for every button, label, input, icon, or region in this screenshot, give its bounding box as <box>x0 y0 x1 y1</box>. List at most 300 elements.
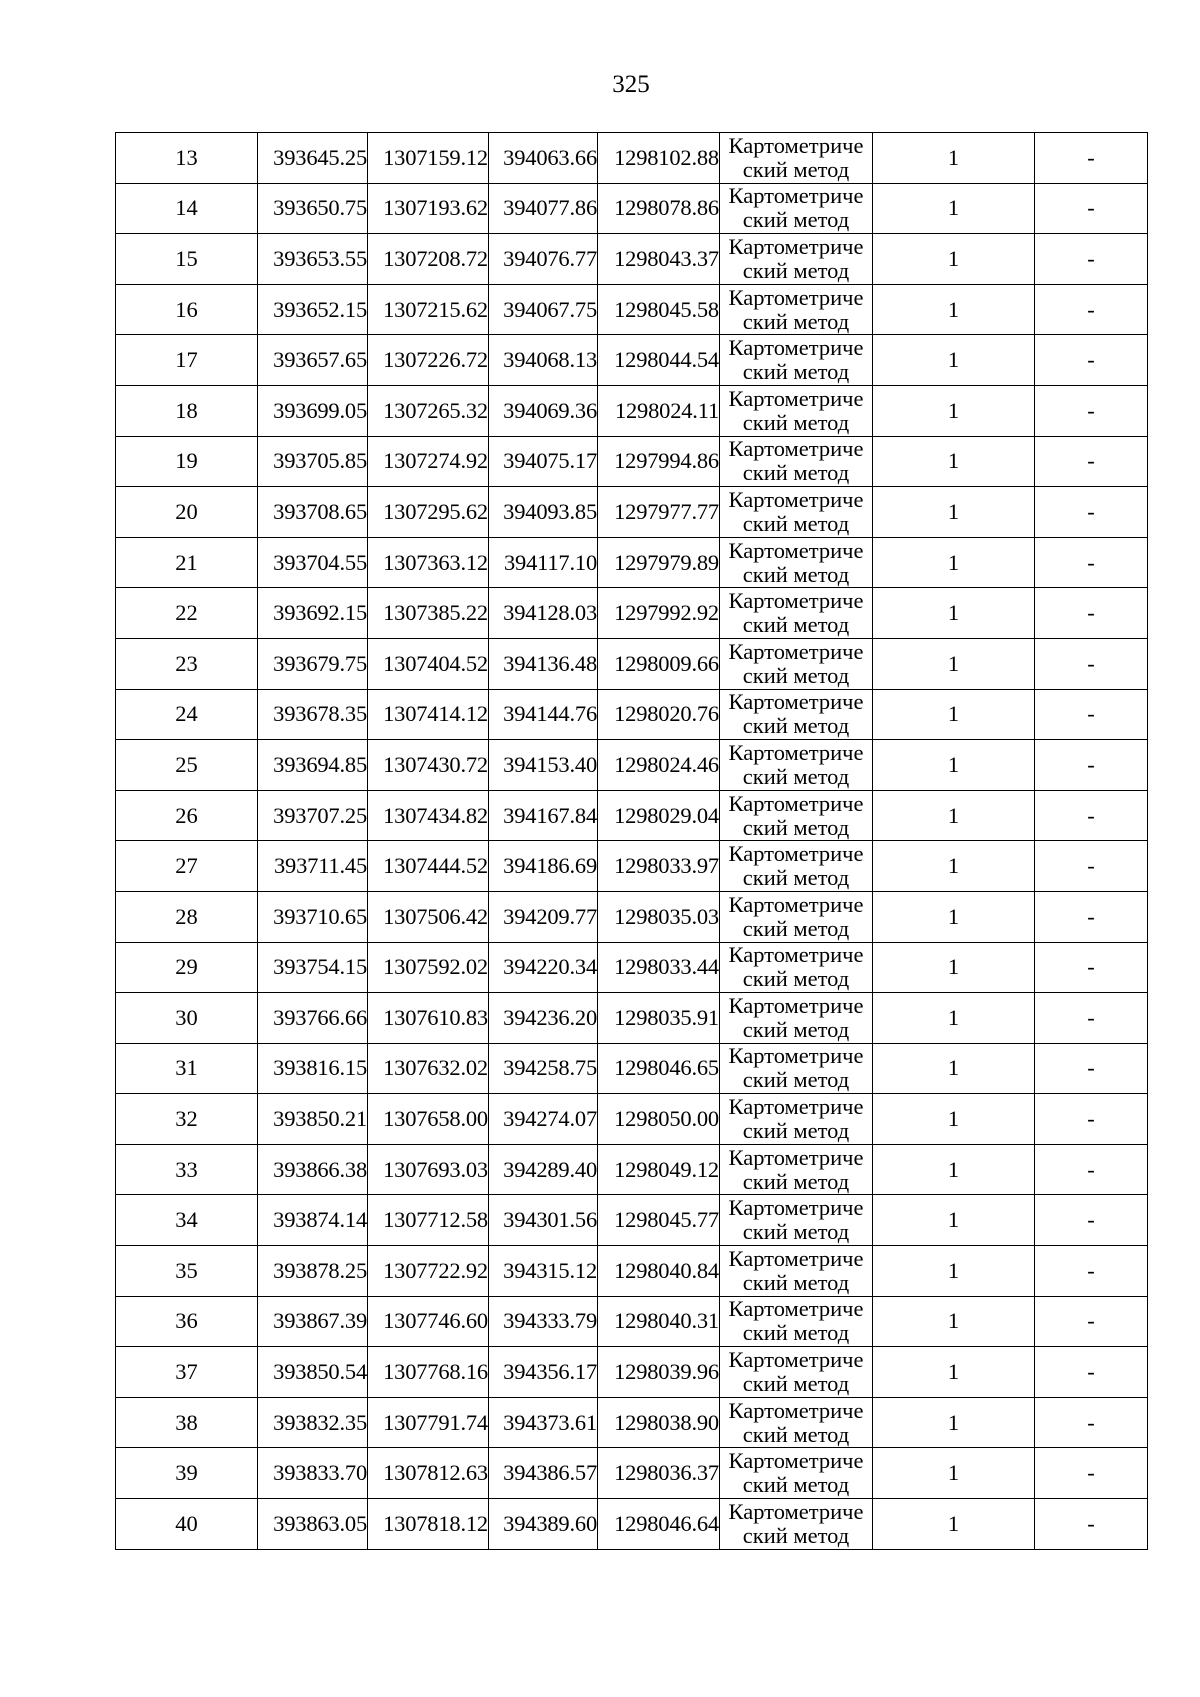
method-cell <box>720 740 873 791</box>
point-number-cell: 31 <box>116 1043 258 1094</box>
note-cell: - <box>1035 638 1148 689</box>
y2-coordinate-cell: 1298024.11 <box>598 385 720 436</box>
y2-coordinate-cell: 1297979.89 <box>598 537 720 588</box>
method-cell <box>720 1448 873 1499</box>
method-cell <box>720 1347 873 1398</box>
y1-coordinate-cell: 1307610.83 <box>368 993 489 1044</box>
method-label-line2: ский метод <box>742 308 850 334</box>
note-cell: - <box>1035 183 1148 234</box>
note-cell: - <box>1035 1347 1148 1398</box>
method-label-line1: Картометриче <box>728 689 864 715</box>
method-label-line2: ский метод <box>742 1522 850 1548</box>
method-label-line1: Картометриче <box>728 385 864 411</box>
x1-coordinate-cell: 393766.66 <box>258 993 368 1044</box>
note-cell: - <box>1035 942 1148 993</box>
x2-coordinate-cell: 394386.57 <box>489 1448 598 1499</box>
x2-coordinate-cell: 394236.20 <box>489 993 598 1044</box>
point-number-cell: 26 <box>116 790 258 841</box>
method-label-line2: ский метод <box>742 1168 850 1194</box>
point-number-cell: 29 <box>116 942 258 993</box>
y1-coordinate-cell: 1307818.12 <box>368 1499 489 1550</box>
y1-coordinate-cell: 1307385.22 <box>368 588 489 639</box>
method-label-line2: ский метод <box>742 1118 850 1144</box>
x1-coordinate-cell: 393878.25 <box>258 1246 368 1297</box>
point-number-cell: 27 <box>116 841 258 892</box>
point-number-cell: 32 <box>116 1094 258 1145</box>
y2-coordinate-cell: 1298029.04 <box>598 790 720 841</box>
point-number-cell: 20 <box>116 487 258 538</box>
x2-coordinate-cell: 394274.07 <box>489 1094 598 1145</box>
method-label-line2: ский метод <box>742 1320 850 1346</box>
accuracy-cell: 1 <box>873 689 1035 740</box>
method-label-line1: Картометриче <box>728 132 864 158</box>
note-cell: - <box>1035 689 1148 740</box>
y1-coordinate-cell: 1307434.82 <box>368 790 489 841</box>
table-row <box>116 284 1148 335</box>
note-cell: - <box>1035 1144 1148 1195</box>
method-label-line2: ский метод <box>742 966 850 992</box>
point-number-cell: 38 <box>116 1397 258 1448</box>
x1-coordinate-cell: 393705.85 <box>258 436 368 487</box>
accuracy-cell: 1 <box>873 385 1035 436</box>
point-number-cell: 35 <box>116 1246 258 1297</box>
x1-coordinate-cell: 393692.15 <box>258 588 368 639</box>
method-label-line1: Картометриче <box>728 335 864 361</box>
x2-coordinate-cell: 394144.76 <box>489 689 598 740</box>
table-row <box>116 891 1148 942</box>
note-cell: - <box>1035 133 1148 184</box>
x1-coordinate-cell: 393874.14 <box>258 1195 368 1246</box>
y2-coordinate-cell: 1298044.54 <box>598 335 720 386</box>
accuracy-cell: 1 <box>873 1296 1035 1347</box>
point-number-cell: 25 <box>116 740 258 791</box>
method-label-line1: Картометриче <box>728 1043 864 1069</box>
x1-coordinate-cell: 393678.35 <box>258 689 368 740</box>
note-cell: - <box>1035 891 1148 942</box>
y2-coordinate-cell: 1298043.37 <box>598 234 720 285</box>
y2-coordinate-cell: 1298046.64 <box>598 1499 720 1550</box>
accuracy-cell: 1 <box>873 790 1035 841</box>
y2-coordinate-cell: 1298035.03 <box>598 891 720 942</box>
method-cell <box>720 385 873 436</box>
x2-coordinate-cell: 394289.40 <box>489 1144 598 1195</box>
x1-coordinate-cell: 393850.54 <box>258 1347 368 1398</box>
accuracy-cell: 1 <box>873 1144 1035 1195</box>
point-number-cell: 36 <box>116 1296 258 1347</box>
table-row <box>116 1195 1148 1246</box>
point-number-cell: 34 <box>116 1195 258 1246</box>
table-row <box>116 1499 1148 1550</box>
method-label-line2: ский метод <box>742 865 850 891</box>
table-row <box>116 1448 1148 1499</box>
accuracy-cell: 1 <box>873 993 1035 1044</box>
note-cell: - <box>1035 335 1148 386</box>
x2-coordinate-cell: 394063.66 <box>489 133 598 184</box>
accuracy-cell: 1 <box>873 1448 1035 1499</box>
x2-coordinate-cell: 394075.17 <box>489 436 598 487</box>
x2-coordinate-cell: 394153.40 <box>489 740 598 791</box>
table-row <box>116 1144 1148 1195</box>
x1-coordinate-cell: 393679.75 <box>258 638 368 689</box>
x2-coordinate-cell: 394117.10 <box>489 537 598 588</box>
method-label-line2: ский метод <box>742 156 850 182</box>
x1-coordinate-cell: 393866.38 <box>258 1144 368 1195</box>
x2-coordinate-cell: 394220.34 <box>489 942 598 993</box>
accuracy-cell: 1 <box>873 1246 1035 1297</box>
method-label-line1: Картометриче <box>728 790 864 816</box>
table-row <box>116 1043 1148 1094</box>
y1-coordinate-cell: 1307215.62 <box>368 284 489 335</box>
table-body <box>116 133 1148 1550</box>
x2-coordinate-cell: 394301.56 <box>489 1195 598 1246</box>
method-label-line2: ский метод <box>742 763 850 789</box>
y2-coordinate-cell: 1298036.37 <box>598 1448 720 1499</box>
method-label-line1: Картометриче <box>728 638 864 664</box>
method-label-line1: Картометриче <box>728 486 864 512</box>
method-cell <box>720 487 873 538</box>
y2-coordinate-cell: 1298024.46 <box>598 740 720 791</box>
method-label-line2: ский метод <box>742 612 850 638</box>
point-number-cell: 15 <box>116 234 258 285</box>
note-cell: - <box>1035 993 1148 1044</box>
table-row <box>116 335 1148 386</box>
method-label-line1: Картометриче <box>728 841 864 867</box>
x2-coordinate-cell: 394067.75 <box>489 284 598 335</box>
method-cell <box>720 234 873 285</box>
table-row <box>116 1397 1148 1448</box>
accuracy-cell: 1 <box>873 1499 1035 1550</box>
y2-coordinate-cell: 1297994.86 <box>598 436 720 487</box>
method-label-line1: Картометриче <box>728 537 864 563</box>
y1-coordinate-cell: 1307414.12 <box>368 689 489 740</box>
note-cell: - <box>1035 284 1148 335</box>
table-row <box>116 183 1148 234</box>
table-row <box>116 689 1148 740</box>
method-cell <box>720 537 873 588</box>
method-label-line1: Картометриче <box>728 739 864 765</box>
y1-coordinate-cell: 1307592.02 <box>368 942 489 993</box>
table-row <box>116 740 1148 791</box>
method-cell <box>720 1296 873 1347</box>
y2-coordinate-cell: 1298102.88 <box>598 133 720 184</box>
note-cell: - <box>1035 234 1148 285</box>
y1-coordinate-cell: 1307722.92 <box>368 1246 489 1297</box>
method-label-line1: Картометриче <box>728 992 864 1018</box>
method-label-line1: Картометриче <box>728 436 864 462</box>
page-number: 325 <box>612 71 650 98</box>
note-cell: - <box>1035 385 1148 436</box>
method-label-line2: ский метод <box>742 561 850 587</box>
x1-coordinate-cell: 393832.35 <box>258 1397 368 1448</box>
method-cell <box>720 335 873 386</box>
method-cell <box>720 1144 873 1195</box>
y2-coordinate-cell: 1298038.90 <box>598 1397 720 1448</box>
method-label-line2: ский метод <box>742 915 850 941</box>
x2-coordinate-cell: 394076.77 <box>489 234 598 285</box>
accuracy-cell: 1 <box>873 183 1035 234</box>
method-cell <box>720 841 873 892</box>
method-label-line1: Картометриче <box>728 1347 864 1373</box>
method-label-line2: ский метод <box>742 510 850 536</box>
x1-coordinate-cell: 393652.15 <box>258 284 368 335</box>
point-number-cell: 21 <box>116 537 258 588</box>
method-label-line2: ский метод <box>742 1421 850 1447</box>
y1-coordinate-cell: 1307363.12 <box>368 537 489 588</box>
accuracy-cell: 1 <box>873 841 1035 892</box>
y1-coordinate-cell: 1307444.52 <box>368 841 489 892</box>
point-number-cell: 39 <box>116 1448 258 1499</box>
accuracy-cell: 1 <box>873 436 1035 487</box>
y1-coordinate-cell: 1307159.12 <box>368 133 489 184</box>
x1-coordinate-cell: 393657.65 <box>258 335 368 386</box>
point-number-cell: 18 <box>116 385 258 436</box>
method-label-line2: ский метод <box>742 359 850 385</box>
x1-coordinate-cell: 393867.39 <box>258 1296 368 1347</box>
note-cell: - <box>1035 1043 1148 1094</box>
table-row <box>116 993 1148 1044</box>
x1-coordinate-cell: 393650.75 <box>258 183 368 234</box>
method-cell <box>720 790 873 841</box>
method-label-line1: Картометриче <box>728 1498 864 1524</box>
table-row <box>116 234 1148 285</box>
method-label-line1: Картометриче <box>728 1195 864 1221</box>
method-label-line2: ский метод <box>742 1219 850 1245</box>
point-number-cell: 22 <box>116 588 258 639</box>
method-label-line2: ский метод <box>742 713 850 739</box>
y2-coordinate-cell: 1298050.00 <box>598 1094 720 1145</box>
method-cell <box>720 891 873 942</box>
y1-coordinate-cell: 1307658.00 <box>368 1094 489 1145</box>
note-cell: - <box>1035 1246 1148 1297</box>
table-row <box>116 942 1148 993</box>
method-label-line2: ский метод <box>742 1067 850 1093</box>
point-number-cell: 16 <box>116 284 258 335</box>
note-cell: - <box>1035 1296 1148 1347</box>
accuracy-cell: 1 <box>873 1094 1035 1145</box>
accuracy-cell: 1 <box>873 234 1035 285</box>
x2-coordinate-cell: 394389.60 <box>489 1499 598 1550</box>
x1-coordinate-cell: 393707.25 <box>258 790 368 841</box>
point-number-cell: 40 <box>116 1499 258 1550</box>
x2-coordinate-cell: 394077.86 <box>489 183 598 234</box>
accuracy-cell: 1 <box>873 1043 1035 1094</box>
y1-coordinate-cell: 1307274.92 <box>368 436 489 487</box>
x2-coordinate-cell: 394333.79 <box>489 1296 598 1347</box>
x2-coordinate-cell: 394069.36 <box>489 385 598 436</box>
x2-coordinate-cell: 394315.12 <box>489 1246 598 1297</box>
x1-coordinate-cell: 393754.15 <box>258 942 368 993</box>
x2-coordinate-cell: 394373.61 <box>489 1397 598 1448</box>
point-number-cell: 13 <box>116 133 258 184</box>
table-row <box>116 133 1148 184</box>
y1-coordinate-cell: 1307295.62 <box>368 487 489 538</box>
point-number-cell: 24 <box>116 689 258 740</box>
x2-coordinate-cell: 394356.17 <box>489 1347 598 1398</box>
table-row <box>116 1296 1148 1347</box>
y1-coordinate-cell: 1307812.63 <box>368 1448 489 1499</box>
y2-coordinate-cell: 1298009.66 <box>598 638 720 689</box>
y1-coordinate-cell: 1307506.42 <box>368 891 489 942</box>
accuracy-cell: 1 <box>873 487 1035 538</box>
y1-coordinate-cell: 1307693.03 <box>368 1144 489 1195</box>
method-cell <box>720 942 873 993</box>
accuracy-cell: 1 <box>873 588 1035 639</box>
method-label-line1: Картометриче <box>728 233 864 259</box>
method-cell <box>720 183 873 234</box>
accuracy-cell: 1 <box>873 537 1035 588</box>
x1-coordinate-cell: 393710.65 <box>258 891 368 942</box>
table-row <box>116 1094 1148 1145</box>
table-row <box>116 436 1148 487</box>
method-label-line2: ский метод <box>742 409 850 435</box>
y2-coordinate-cell: 1298033.44 <box>598 942 720 993</box>
table-row <box>116 1246 1148 1297</box>
method-label-line1: Картометриче <box>728 1448 864 1474</box>
method-label-line2: ский метод <box>742 1371 850 1397</box>
table-row <box>116 385 1148 436</box>
y2-coordinate-cell: 1298049.12 <box>598 1144 720 1195</box>
note-cell: - <box>1035 790 1148 841</box>
y2-coordinate-cell: 1297977.77 <box>598 487 720 538</box>
accuracy-cell: 1 <box>873 942 1035 993</box>
method-cell <box>720 1094 873 1145</box>
note-cell: - <box>1035 588 1148 639</box>
y1-coordinate-cell: 1307712.58 <box>368 1195 489 1246</box>
table-row <box>116 487 1148 538</box>
method-label-line1: Картометриче <box>728 588 864 614</box>
note-cell: - <box>1035 740 1148 791</box>
method-cell <box>720 1499 873 1550</box>
method-label-line2: ский метод <box>742 662 850 688</box>
x2-coordinate-cell: 394258.75 <box>489 1043 598 1094</box>
method-cell <box>720 588 873 639</box>
accuracy-cell: 1 <box>873 638 1035 689</box>
method-label-line2: ский метод <box>742 1269 850 1295</box>
note-cell: - <box>1035 1499 1148 1550</box>
y1-coordinate-cell: 1307791.74 <box>368 1397 489 1448</box>
accuracy-cell: 1 <box>873 1397 1035 1448</box>
point-number-cell: 30 <box>116 993 258 1044</box>
y2-coordinate-cell: 1298033.97 <box>598 841 720 892</box>
y2-coordinate-cell: 1298040.31 <box>598 1296 720 1347</box>
accuracy-cell: 1 <box>873 335 1035 386</box>
x2-coordinate-cell: 394136.48 <box>489 638 598 689</box>
method-cell <box>720 436 873 487</box>
y2-coordinate-cell: 1297992.92 <box>598 588 720 639</box>
x2-coordinate-cell: 394186.69 <box>489 841 598 892</box>
method-cell <box>720 638 873 689</box>
method-label-line2: ский метод <box>742 1472 850 1498</box>
accuracy-cell: 1 <box>873 1347 1035 1398</box>
method-cell <box>720 993 873 1044</box>
method-label-line2: ский метод <box>742 257 850 283</box>
y2-coordinate-cell: 1298020.76 <box>598 689 720 740</box>
point-number-cell: 17 <box>116 335 258 386</box>
method-label-line1: Картометриче <box>728 1094 864 1120</box>
method-label-line1: Картометриче <box>728 942 864 968</box>
y1-coordinate-cell: 1307208.72 <box>368 234 489 285</box>
table-row <box>116 638 1148 689</box>
method-cell <box>720 689 873 740</box>
x1-coordinate-cell: 393863.05 <box>258 1499 368 1550</box>
method-cell <box>720 284 873 335</box>
method-cell <box>720 1043 873 1094</box>
accuracy-cell: 1 <box>873 891 1035 942</box>
y2-coordinate-cell: 1298040.84 <box>598 1246 720 1297</box>
method-cell <box>720 1195 873 1246</box>
method-label-line1: Картометриче <box>728 1245 864 1271</box>
method-label-line1: Картометриче <box>728 891 864 917</box>
note-cell: - <box>1035 1195 1148 1246</box>
note-cell: - <box>1035 436 1148 487</box>
x1-coordinate-cell: 393708.65 <box>258 487 368 538</box>
method-label-line2: ский метод <box>742 814 850 840</box>
method-cell <box>720 1246 873 1297</box>
x2-coordinate-cell: 394209.77 <box>489 891 598 942</box>
method-label-line1: Картометриче <box>728 1296 864 1322</box>
x1-coordinate-cell: 393711.45 <box>258 841 368 892</box>
table-row <box>116 588 1148 639</box>
note-cell: - <box>1035 1397 1148 1448</box>
x2-coordinate-cell: 394128.03 <box>489 588 598 639</box>
x2-coordinate-cell: 394068.13 <box>489 335 598 386</box>
point-number-cell: 28 <box>116 891 258 942</box>
y2-coordinate-cell: 1298035.91 <box>598 993 720 1044</box>
y2-coordinate-cell: 1298078.86 <box>598 183 720 234</box>
y1-coordinate-cell: 1307430.72 <box>368 740 489 791</box>
point-number-cell: 33 <box>116 1144 258 1195</box>
method-label-line1: Картометриче <box>728 1397 864 1423</box>
method-cell <box>720 133 873 184</box>
coordinates-table <box>115 132 1148 1550</box>
y1-coordinate-cell: 1307632.02 <box>368 1043 489 1094</box>
point-number-cell: 23 <box>116 638 258 689</box>
x2-coordinate-cell: 394167.84 <box>489 790 598 841</box>
x1-coordinate-cell: 393699.05 <box>258 385 368 436</box>
x1-coordinate-cell: 393833.70 <box>258 1448 368 1499</box>
y1-coordinate-cell: 1307193.62 <box>368 183 489 234</box>
note-cell: - <box>1035 1448 1148 1499</box>
y2-coordinate-cell: 1298045.58 <box>598 284 720 335</box>
note-cell: - <box>1035 1094 1148 1145</box>
method-label-line1: Картометриче <box>728 183 864 209</box>
y1-coordinate-cell: 1307226.72 <box>368 335 489 386</box>
method-label-line1: Картометриче <box>728 1144 864 1170</box>
point-number-cell: 19 <box>116 436 258 487</box>
x1-coordinate-cell: 393653.55 <box>258 234 368 285</box>
y2-coordinate-cell: 1298046.65 <box>598 1043 720 1094</box>
method-cell <box>720 1397 873 1448</box>
y1-coordinate-cell: 1307768.16 <box>368 1347 489 1398</box>
accuracy-cell: 1 <box>873 284 1035 335</box>
note-cell: - <box>1035 487 1148 538</box>
y1-coordinate-cell: 1307404.52 <box>368 638 489 689</box>
table-row <box>116 1347 1148 1398</box>
method-label-line2: ский метод <box>742 460 850 486</box>
accuracy-cell: 1 <box>873 1195 1035 1246</box>
y1-coordinate-cell: 1307265.32 <box>368 385 489 436</box>
accuracy-cell: 1 <box>873 740 1035 791</box>
x1-coordinate-cell: 393645.25 <box>258 133 368 184</box>
note-cell: - <box>1035 537 1148 588</box>
y1-coordinate-cell: 1307746.60 <box>368 1296 489 1347</box>
x1-coordinate-cell: 393850.21 <box>258 1094 368 1145</box>
x1-coordinate-cell: 393704.55 <box>258 537 368 588</box>
method-label-line2: ский метод <box>742 1016 850 1042</box>
method-label-line2: ский метод <box>742 207 850 233</box>
point-number-cell: 14 <box>116 183 258 234</box>
y2-coordinate-cell: 1298039.96 <box>598 1347 720 1398</box>
